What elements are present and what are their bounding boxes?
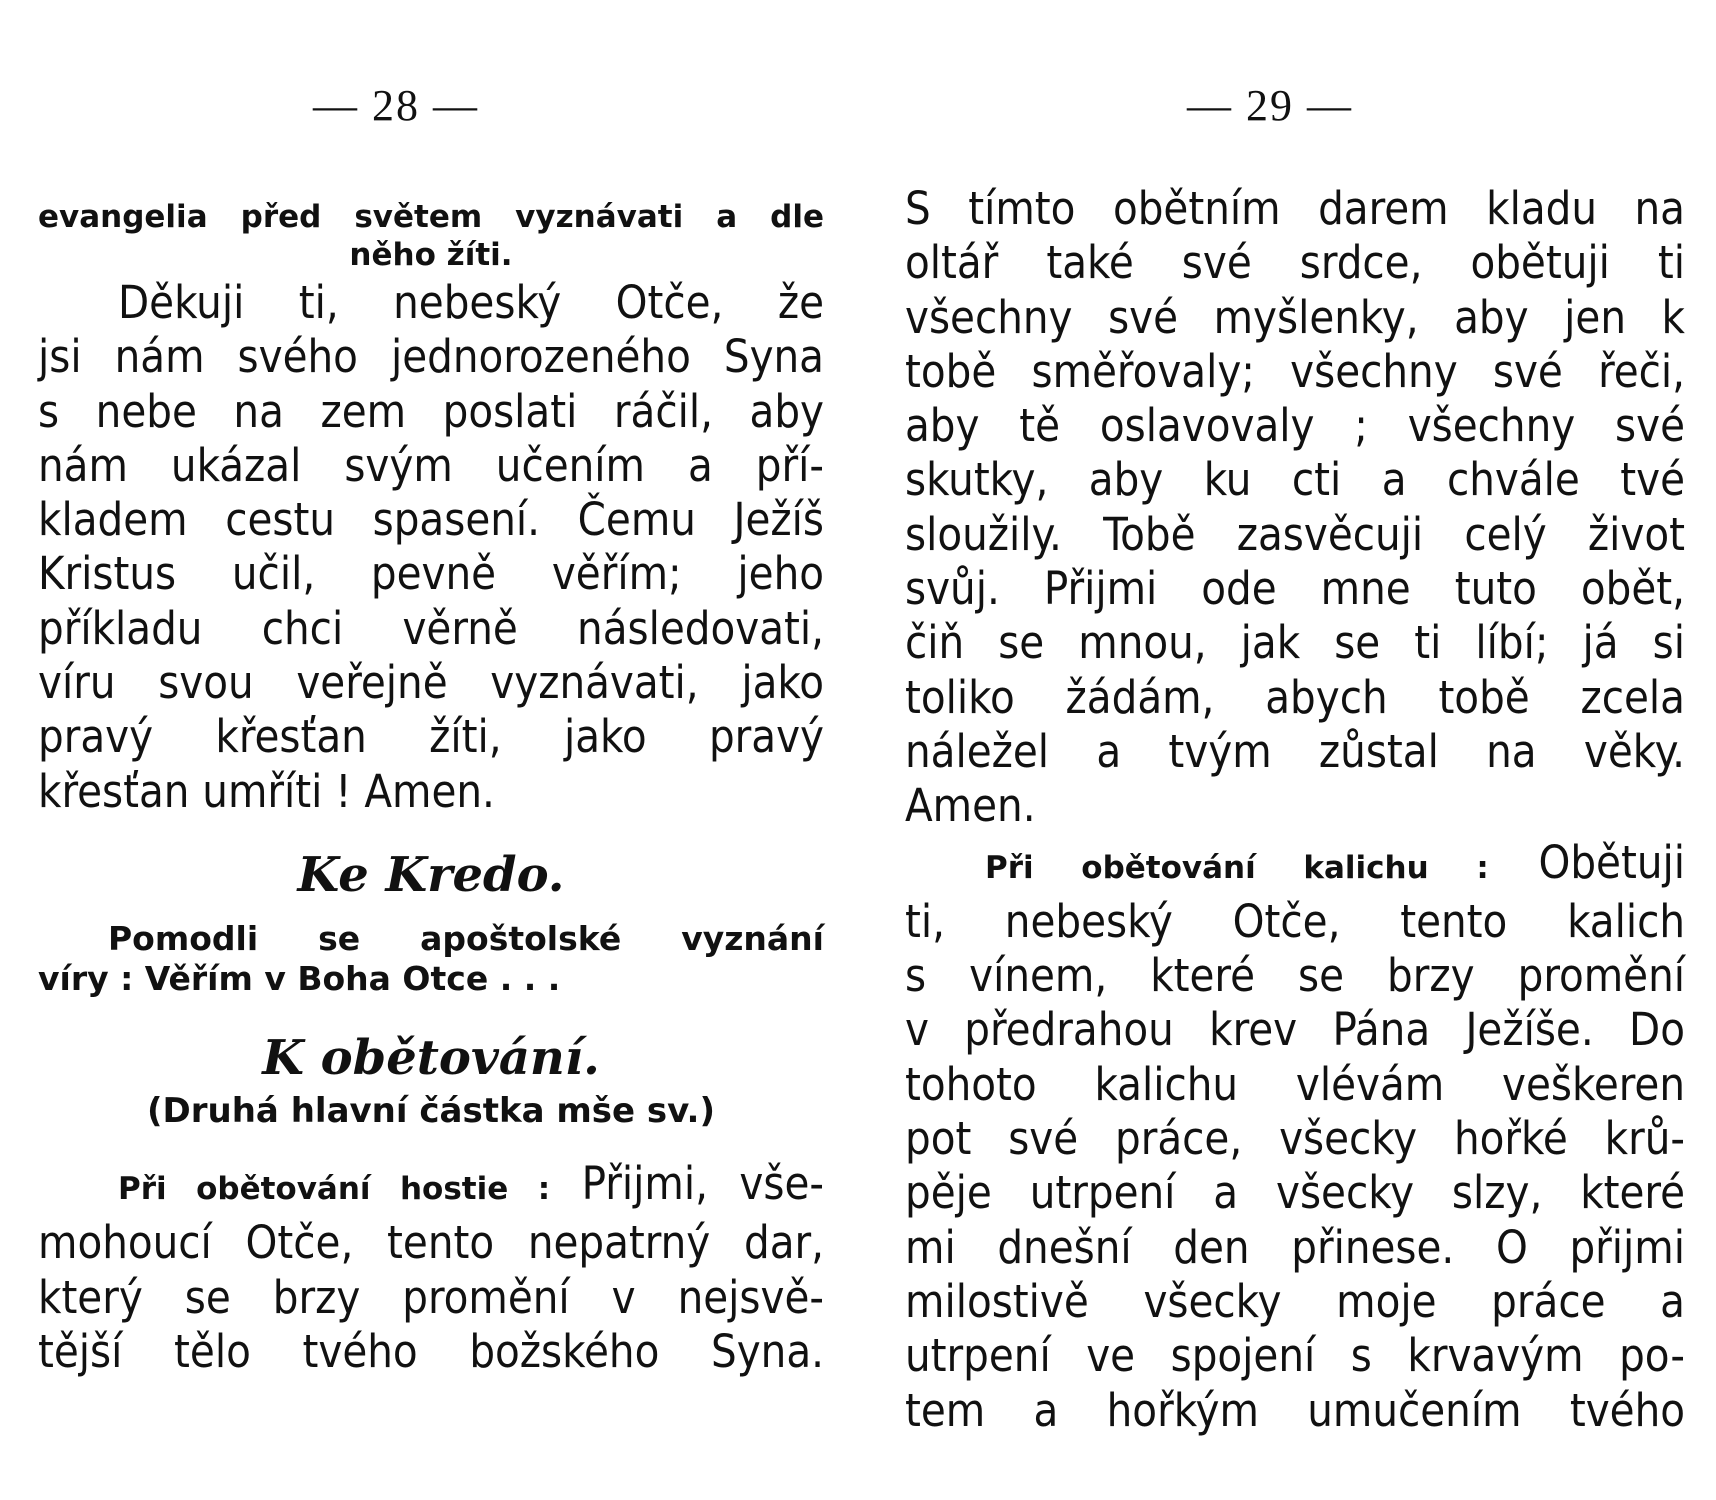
text-line: aby tě oslavovaly ; všechny své bbox=[905, 399, 1685, 453]
text-line: kladem cestu spasení. Čemu Ježíš bbox=[38, 493, 824, 547]
right-column bbox=[905, 182, 1685, 1438]
text-line: tější tělo tvého božského Syna. bbox=[38, 1324, 824, 1378]
text-line: oltář také své srdce, obětuji ti bbox=[905, 236, 1685, 290]
instruction-line: víry : Věřím v Boha Otce . . . bbox=[38, 958, 561, 998]
text-line: který se brzy promění v nejsvě- bbox=[38, 1270, 824, 1324]
text-line: víru svou veřejně vyznávati, jako bbox=[38, 656, 824, 710]
thanksgiving-paragraph bbox=[38, 276, 824, 819]
offering-paragraph bbox=[905, 182, 1685, 834]
text-line: skutky, aby ku cti a chvále tvé bbox=[905, 453, 1685, 507]
text-line bbox=[905, 836, 1685, 895]
hostie-lead: Při obětování hostie : bbox=[118, 1170, 551, 1207]
intro-line: něho žíti. bbox=[349, 237, 513, 273]
text-line: pravý křesťan žíti, jako pravý bbox=[38, 710, 824, 764]
left-column bbox=[38, 198, 824, 1379]
instruction-line: Pomodli se apoštolské vyznání bbox=[108, 918, 824, 958]
intro-text bbox=[38, 198, 824, 274]
text-line: příkladu chci věrně následovati, bbox=[38, 601, 824, 655]
text-line: nám ukázal svým učením a pří- bbox=[38, 438, 824, 492]
section-subtitle: (Druhá hlavní částka mše sv.) bbox=[146, 1090, 715, 1131]
text-line: pěje utrpení a všecky slzy, které bbox=[905, 1166, 1685, 1220]
text-line: s vínem, které se brzy promění bbox=[905, 949, 1685, 1003]
text-line: tohoto kalichu vlévám veškeren bbox=[905, 1057, 1685, 1111]
intro-line: evangelia před světem vyznávati a dle bbox=[38, 199, 824, 235]
kalich-paragraph bbox=[905, 836, 1685, 1438]
hostie-paragraph bbox=[38, 1157, 824, 1379]
text-line: Děkuji ti, nebeský Otče, že bbox=[118, 276, 824, 329]
section-heading-obetovani: K obětování. bbox=[262, 1029, 600, 1086]
kredo-instruction bbox=[38, 919, 824, 959]
text-line: mohoucí Otče, tento nepatrný dar, bbox=[38, 1216, 824, 1270]
text-line: pot své práce, všecky hořké krů- bbox=[905, 1112, 1685, 1166]
text-line: tobě směřovaly; všechny své řeči, bbox=[905, 344, 1685, 398]
text-line: mi dnešní den přinese. O přijmi bbox=[905, 1220, 1685, 1274]
kalich-lead: Při obětování kalichu : bbox=[985, 849, 1489, 886]
text-line: tem a hořkým umučením tvého bbox=[905, 1383, 1685, 1437]
text-line: utrpení ve spojení s krvavým po- bbox=[905, 1329, 1685, 1383]
text-line: ti, nebeský Otče, tento kalich bbox=[905, 894, 1685, 948]
kalich-first: Obětuji bbox=[1538, 835, 1685, 889]
page-number: — 28 — bbox=[313, 81, 479, 130]
text-line: s nebe na zem poslati ráčil, aby bbox=[38, 384, 824, 438]
text-line: toliko žádám, abych tobě zcela bbox=[905, 670, 1685, 724]
section-heading-kredo: Ke Kredo. bbox=[297, 846, 565, 903]
text-line: sloužily. Tobě zasvěcuji celý život bbox=[905, 507, 1685, 561]
text-line: svůj. Přijmi ode mne tuto obět, bbox=[905, 562, 1685, 616]
hostie-first: Přijmi, vše- bbox=[581, 1156, 825, 1210]
text-line: jsi nám svého jednorozeného Syna bbox=[38, 330, 824, 384]
text-line: všechny své myšlenky, aby jen k bbox=[905, 290, 1685, 344]
text-line: čiň se mnou, jak se ti líbí; já si bbox=[905, 616, 1685, 670]
text-line bbox=[38, 1157, 824, 1216]
text-line: Kristus učil, pevně věřím; jeho bbox=[38, 547, 824, 601]
text-line: S tímto obětním darem kladu na bbox=[905, 182, 1685, 235]
text-line: náležel a tvým zůstal na věky. bbox=[905, 724, 1685, 778]
text-line: křesťan umříti ! Amen. bbox=[38, 764, 495, 818]
text-line: v předrahou krev Pána Ježíše. Do bbox=[905, 1003, 1685, 1057]
text-line: milostivě všecky moje práce a bbox=[905, 1274, 1685, 1328]
text-line: Amen. bbox=[905, 779, 1036, 833]
page-number: — 29 — bbox=[1187, 81, 1353, 130]
